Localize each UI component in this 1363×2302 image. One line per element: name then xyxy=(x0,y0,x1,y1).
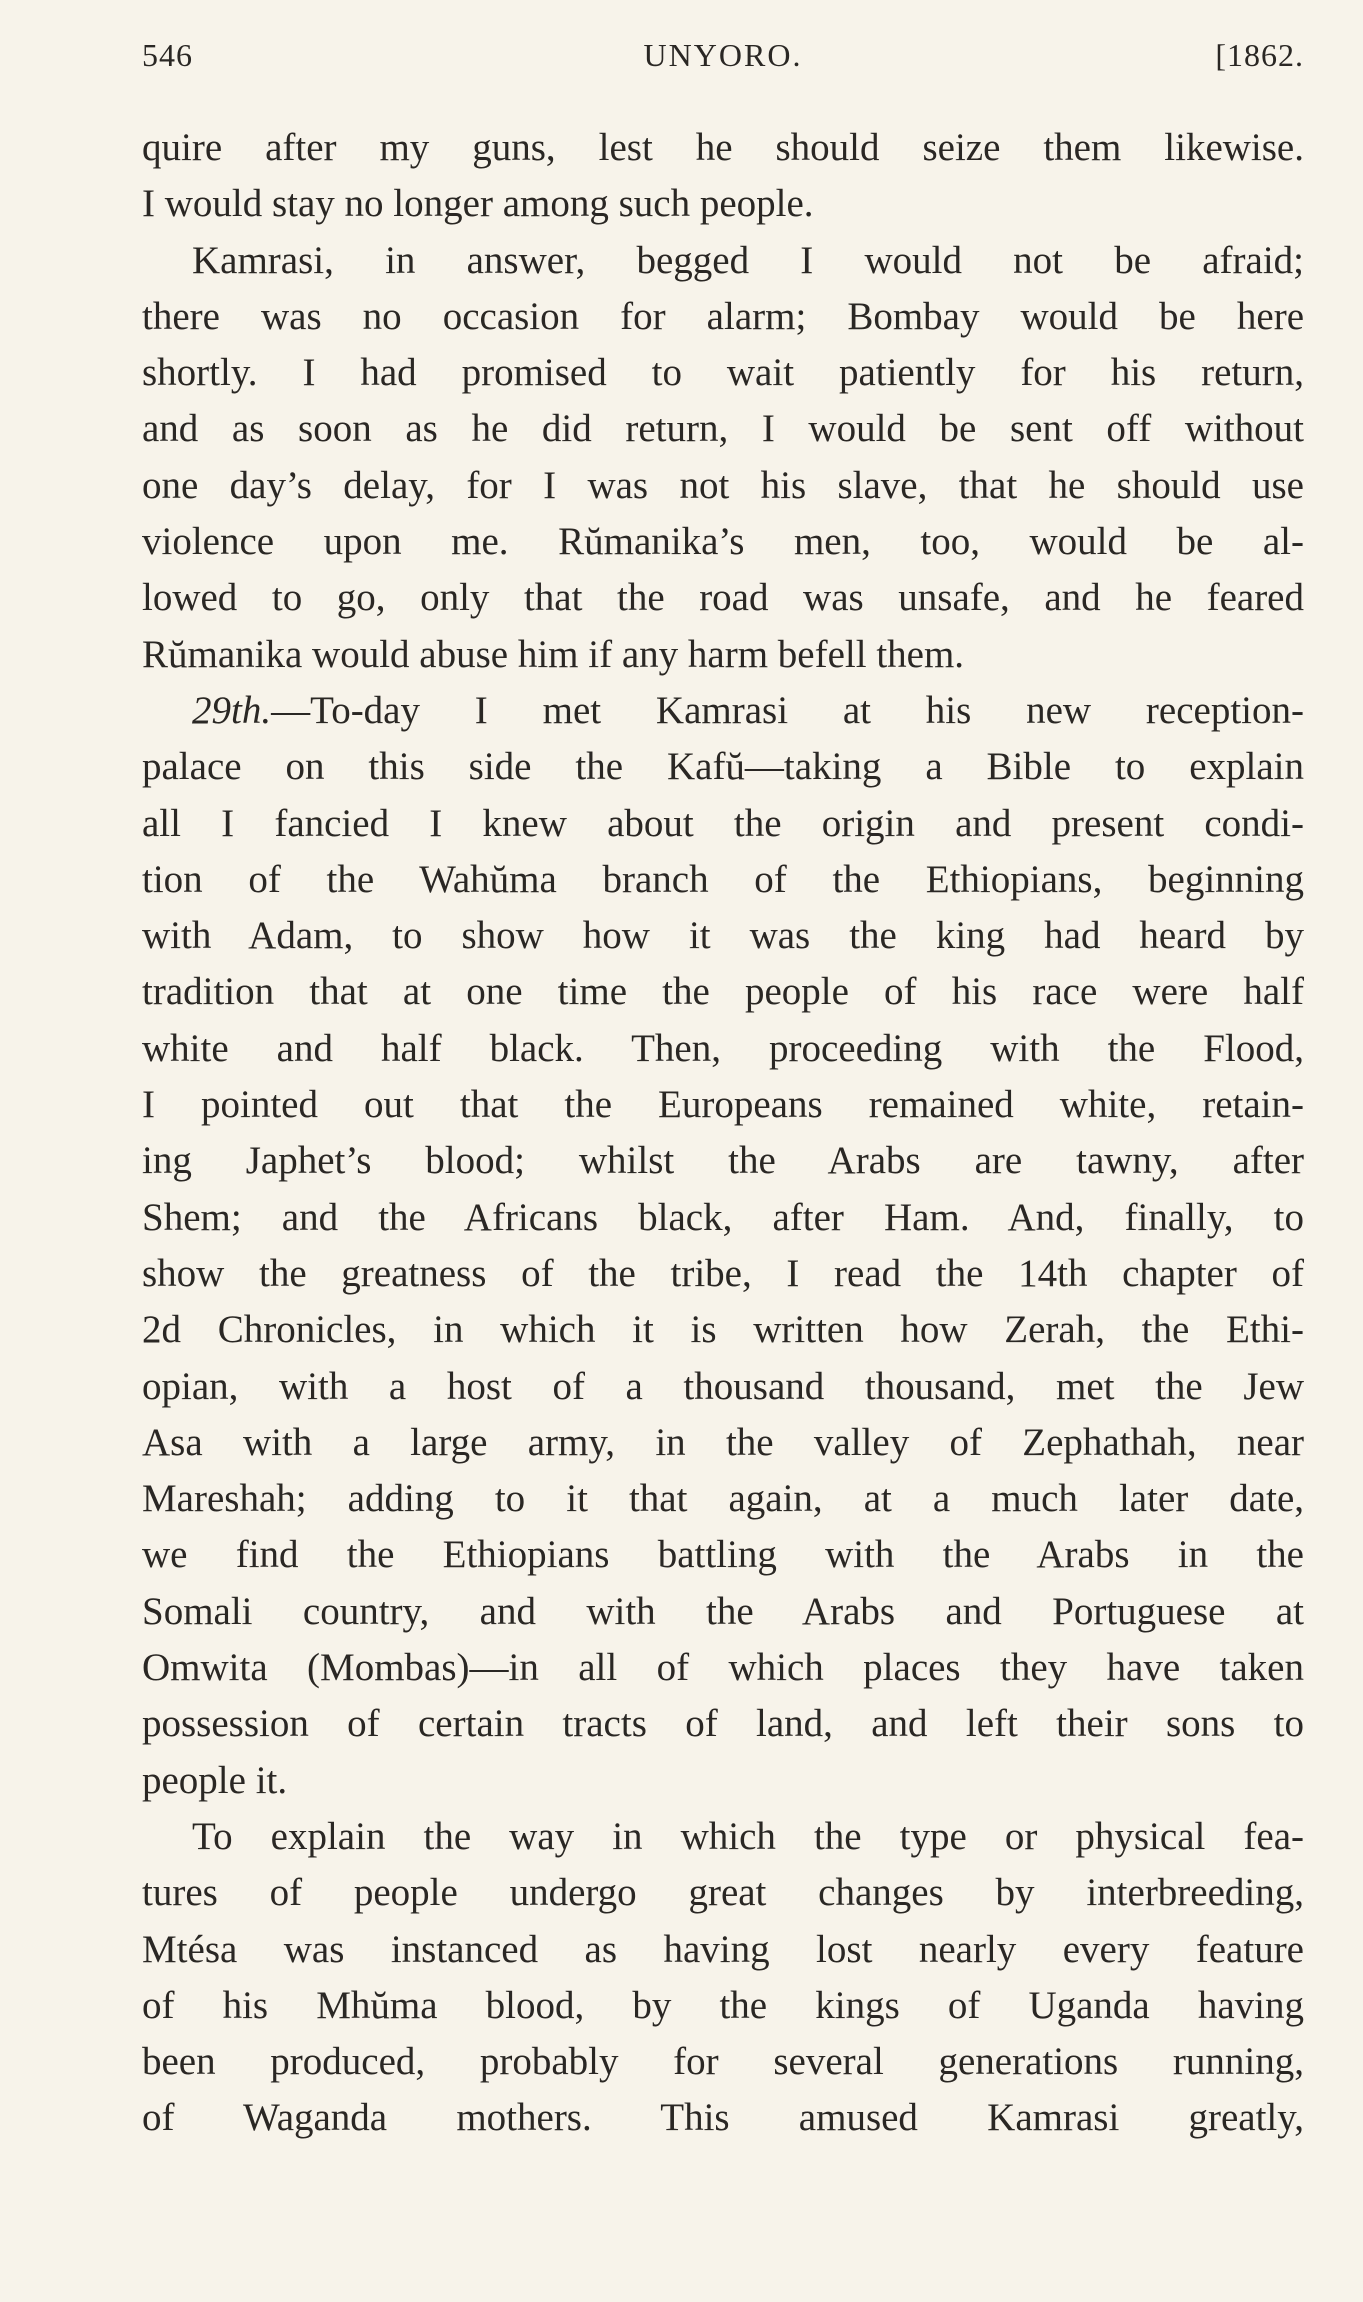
text-line xyxy=(142,1359,1304,1415)
text-line xyxy=(142,1302,1304,1358)
line-text: lowed to go, only that the road was unsafe, and he feared xyxy=(142,576,1304,620)
text-line xyxy=(142,401,1304,457)
line-text: Omwita (Mombas)—in all of which places they have taken xyxy=(142,1646,1304,1690)
line-text: Kamrasi, in answer, begged I would not be afraid; xyxy=(192,238,1304,282)
line-text: one day’s delay, for I was not his slave, that he should use xyxy=(142,463,1304,507)
text-line xyxy=(142,570,1304,626)
text-line xyxy=(142,345,1304,401)
line-text: palace on this side the Kafŭ—taking a Bible to explain xyxy=(142,745,1304,789)
running-head xyxy=(142,30,1304,80)
line-text: quire after my guns, lest he should seize them likewise. xyxy=(142,126,1304,169)
text-line xyxy=(142,514,1304,570)
text-line xyxy=(142,1190,1304,1246)
text-line xyxy=(142,1640,1304,1696)
text-line xyxy=(142,176,1304,232)
line-text: Shem; and the Africans black, after Ham. And, finally, to xyxy=(142,1195,1304,1239)
line-text: —To-day I met Kamrasi at his new reception- xyxy=(271,688,1304,732)
line-text: people it. xyxy=(142,1758,288,1802)
text-line xyxy=(142,683,1304,739)
text-line xyxy=(142,233,1304,289)
line-text: Asa with a large army, in the valley of Zephathah, near xyxy=(142,1420,1304,1464)
text-line xyxy=(142,1696,1304,1752)
text-line xyxy=(142,289,1304,345)
line-text: Somali country, and with the Arabs and Portuguese at xyxy=(142,1589,1304,1633)
text-line xyxy=(142,1527,1304,1583)
text-line xyxy=(142,120,1304,176)
text-line xyxy=(142,627,1304,683)
running-title: UNYORO. xyxy=(643,37,803,73)
text-line xyxy=(142,1584,1304,1640)
line-text: with Adam, to show how it was the king had heard by xyxy=(142,914,1304,958)
text-line xyxy=(142,1133,1304,1189)
line-text: opian, with a host of a thousand thousand, met the Jew xyxy=(142,1364,1304,1408)
text-line xyxy=(142,1922,1304,1978)
entry-date: 29th. xyxy=(192,688,272,732)
line-text: Mtésa was instanced as having lost nearly every feature xyxy=(142,1927,1304,1971)
text-line xyxy=(142,2090,1304,2146)
line-text: ing Japhet’s blood; whilst the Arabs are tawny, after xyxy=(142,1139,1304,1183)
line-text: been produced, probably for several generations running, xyxy=(142,2040,1304,2084)
line-text: of Waganda mothers. This amused Kamrasi greatly, xyxy=(142,2096,1304,2140)
line-text: possession of certain tracts of land, and left their sons to xyxy=(142,1702,1304,1746)
text-line xyxy=(142,1809,1304,1865)
line-text: violence upon me. Rŭmanika’s men, too, would be al- xyxy=(142,520,1304,564)
line-text: Mareshah; adding to it that again, at a much later date, xyxy=(142,1477,1304,1521)
line-text: 2d Chronicles, in which it is written how Zerah, the Ethi- xyxy=(142,1308,1304,1352)
page-number: 546 xyxy=(142,37,193,73)
line-text: we find the Ethiopians battling with the Arabs in the xyxy=(142,1533,1304,1577)
line-text: tradition that at one time the people of his race were half xyxy=(142,970,1304,1014)
line-text: I pointed out that the Europeans remained white, retain- xyxy=(142,1083,1304,1127)
text-line xyxy=(142,796,1304,852)
body-text xyxy=(142,120,1304,2147)
text-line xyxy=(142,964,1304,1020)
line-text: of his Mhŭma blood, by the kings of Uganda having xyxy=(142,1983,1304,2027)
text-line xyxy=(142,852,1304,908)
line-text: shortly. I had promised to wait patiently for his return, xyxy=(142,351,1304,395)
text-line xyxy=(142,458,1304,514)
line-text: all I fancied I knew about the origin and present condi- xyxy=(142,801,1304,845)
text-line xyxy=(142,1753,1304,1809)
text-line xyxy=(142,2034,1304,2090)
text-line xyxy=(142,739,1304,795)
line-text: tion of the Wahŭma branch of the Ethiopians, beginning xyxy=(142,857,1304,901)
line-text: show the greatness of the tribe, I read the 14th chapter of xyxy=(142,1251,1304,1295)
text-line xyxy=(142,1246,1304,1302)
line-text: tures of people undergo great changes by interbreeding, xyxy=(142,1871,1304,1915)
text-line xyxy=(142,1077,1304,1133)
line-text: Rŭmanika would abuse him if any harm befell them. xyxy=(142,632,965,676)
text-line xyxy=(142,1865,1304,1921)
line-text: white and half black. Then, proceeding with the Flood, xyxy=(142,1026,1304,1070)
text-line xyxy=(142,1978,1304,2034)
text-line xyxy=(142,908,1304,964)
line-text: To explain the way in which the type or physical fea- xyxy=(192,1814,1304,1858)
text-line xyxy=(142,1471,1304,1527)
text-line xyxy=(142,1021,1304,1077)
line-text: I would stay no longer among such people. xyxy=(142,182,814,226)
text-line xyxy=(142,1415,1304,1471)
line-text: and as soon as he did return, I would be sent off without xyxy=(142,407,1304,451)
line-text: there was no occasion for alarm; Bombay would be here xyxy=(142,294,1304,338)
year-marker: [1862. xyxy=(1215,37,1304,73)
